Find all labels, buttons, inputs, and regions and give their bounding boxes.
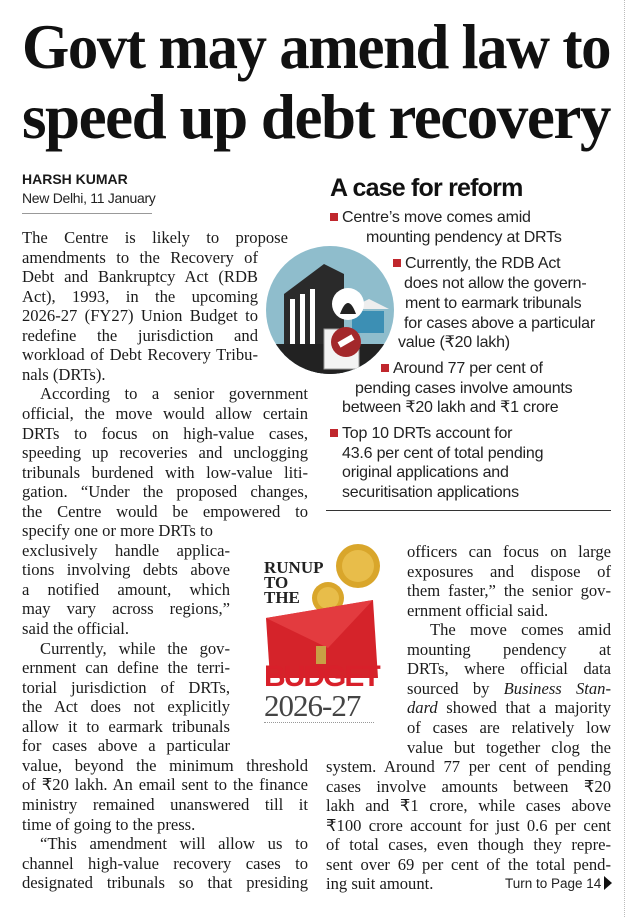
body-text-line: specify one or more DRTs to <box>22 521 213 541</box>
body-text-line: According to a senior government <box>40 384 308 404</box>
column-divider <box>624 0 625 917</box>
budget-logo <box>258 538 383 723</box>
body-text-line: of ₹20 lakh. An email sent to the finance <box>22 775 308 795</box>
body-text-line: official, the move would allow certain <box>22 403 308 423</box>
body-text-line: system. Around 77 per cent of pending <box>326 757 611 777</box>
author: HARSH KUMAR <box>22 171 128 187</box>
bullet-square-icon <box>330 429 338 437</box>
infobox-bullet-line <box>330 208 531 228</box>
body-text-line: officers can focus on large <box>407 542 611 561</box>
body-text-line: redefine the jurisdiction and <box>22 325 258 345</box>
body-text-line: The move comes amid <box>430 620 611 640</box>
infobox-bullet-line <box>393 254 560 274</box>
body-text-line: may vary across regions,” <box>22 599 230 619</box>
bullet-text: Around 77 per cent of <box>393 360 543 377</box>
infobox-bullet-line <box>355 379 572 399</box>
byline-rule <box>22 213 152 214</box>
infobox-bullet-line <box>404 314 595 334</box>
bullet-text: original applications and <box>342 464 509 481</box>
body-text-line: exposures and dispose of <box>407 561 611 581</box>
turn-to-page-link[interactable] <box>505 876 612 891</box>
body-text-line: tribunals burdened with low-value liti- <box>22 462 308 482</box>
body-text-line: them faster,” the senior gov- <box>407 581 611 601</box>
bullet-text: for cases above a particular <box>404 315 595 332</box>
body-text-line: sent over 69 per cent of the total pend- <box>326 854 611 874</box>
body-text-line: a notified amount, which <box>22 579 230 599</box>
bullet-text: Currently, the RDB Act <box>405 255 561 272</box>
body-text-line: channel high-value recovery cases to <box>22 853 308 873</box>
bullet-text: Centre’s move comes amid <box>342 209 531 226</box>
body-text-line: ₹100 crore account for just 0.6 per cent <box>326 815 611 835</box>
body-text-line: torial jurisdiction of DRTs, <box>22 677 230 697</box>
bullet-text: 43.6 per cent of total pending <box>342 445 544 462</box>
bullet-text: pending cases involve amounts <box>355 380 573 397</box>
logo-the: THE <box>264 588 300 607</box>
body-text-line: designated tribunals so that presiding <box>22 873 308 893</box>
infobox-bullet-line <box>342 444 543 464</box>
body-text-line: sourced by Business Stan- <box>407 678 611 698</box>
body-text-line: for cases above a particular <box>22 736 230 756</box>
infobox-bullet-line <box>404 274 586 294</box>
body-text-line: ernment official said. <box>407 600 549 620</box>
body-text-line: Currently, while the gov- <box>40 638 230 658</box>
body-text-line: exclusively handle applica- <box>22 540 230 560</box>
body-text-line: cases involve amounts between ₹20 <box>326 776 611 796</box>
logo-budget: BUDGET <box>264 660 379 693</box>
infobox-bullet-line <box>330 424 512 444</box>
turn-to-page-label: Turn to Page 14 <box>505 876 602 891</box>
body-text-line: The Centre is likely to propose <box>22 228 288 247</box>
body-text-line: value, beyond the minimum threshold <box>22 755 308 775</box>
bullet-text: securitisation applications <box>342 484 519 501</box>
body-text-line: 2026-27 (FY27) Union Budget to <box>22 306 258 326</box>
body-text-line: lakh and ₹1 crore, while cases above <box>326 796 611 816</box>
dateline: New Delhi, 11 January <box>22 190 156 206</box>
body-text-line: mounting pendency at <box>407 639 611 659</box>
headline-line-2: speed up debt recovery <box>22 81 610 152</box>
body-text-line: amendments to the Recovery of <box>22 247 258 267</box>
body-text-line: DRTs to focus on high-value cases, <box>22 423 308 443</box>
bullet-text: mounting pendency at DRTs <box>366 229 562 246</box>
infobox-bullet-line <box>342 483 519 503</box>
infobox-rule <box>326 510 611 511</box>
body-text-line: “This amendment will allow us to <box>40 834 308 854</box>
body-text-line: Debt and Bankruptcy Act (RDB <box>22 267 258 287</box>
infobox-bullet-line <box>342 463 509 483</box>
infobox-bullet-line <box>342 398 558 418</box>
body-text-line: value but together clog the <box>407 737 611 757</box>
bullet-text: Top 10 DRTs account for <box>342 425 513 442</box>
building-illustration <box>264 244 396 376</box>
body-text-line: the Centre would be empowered to <box>22 501 308 521</box>
body-text-line: ministry remained unanswered till it <box>22 794 308 814</box>
body-text-line: of cases are relatively low <box>407 717 611 737</box>
logo-runup: RUNUP <box>264 558 324 577</box>
body-text-line: the Act does not explicitly <box>22 697 230 717</box>
logo-year: 2026-27 <box>264 688 361 723</box>
play-arrow-icon <box>604 876 612 890</box>
bullet-text: does not allow the govern- <box>404 275 587 292</box>
body-text-line: tions involving debts above <box>22 560 230 580</box>
body-text-line: time of going to the press. <box>22 814 196 834</box>
body-text-line: Act), 1993, in the upcoming <box>22 286 258 306</box>
body-text-line: gation. “Under the proposed changes, <box>22 482 308 502</box>
body-text-line: DRTs, where official data <box>407 659 611 679</box>
infobox-bullet-line <box>398 333 510 353</box>
bullet-text: value (₹20 lakh) <box>398 334 510 351</box>
body-text-line: said the official. <box>22 619 130 638</box>
bullet-square-icon <box>330 213 338 221</box>
body-text-line: nals (DRTs). <box>22 364 106 384</box>
body-text-line: dard showed that a majority <box>407 698 611 718</box>
bullet-text: between ₹20 lakh and ₹1 crore <box>342 399 559 416</box>
infobox-title: A case for reform <box>330 174 523 202</box>
body-text-line: allow it to earmark tribunals <box>22 716 230 736</box>
infobox-bullet-line <box>381 359 543 379</box>
body-text-line: workload of Debt Recovery Tribu- <box>22 345 258 365</box>
body-text-line: ernment can define the terri- <box>22 658 230 678</box>
body-text-line: of total cases, even though they repre- <box>326 835 611 855</box>
logo-to: TO <box>264 573 289 592</box>
body-text-line: ing suit amount. <box>326 874 434 894</box>
headline-line-1: Govt may amend law to <box>22 11 611 82</box>
body-text-line: speeding up recoveries and unclogging <box>22 443 308 463</box>
bullet-text: ment to earmark tribunals <box>405 295 582 312</box>
infobox-bullet-line <box>405 294 581 314</box>
